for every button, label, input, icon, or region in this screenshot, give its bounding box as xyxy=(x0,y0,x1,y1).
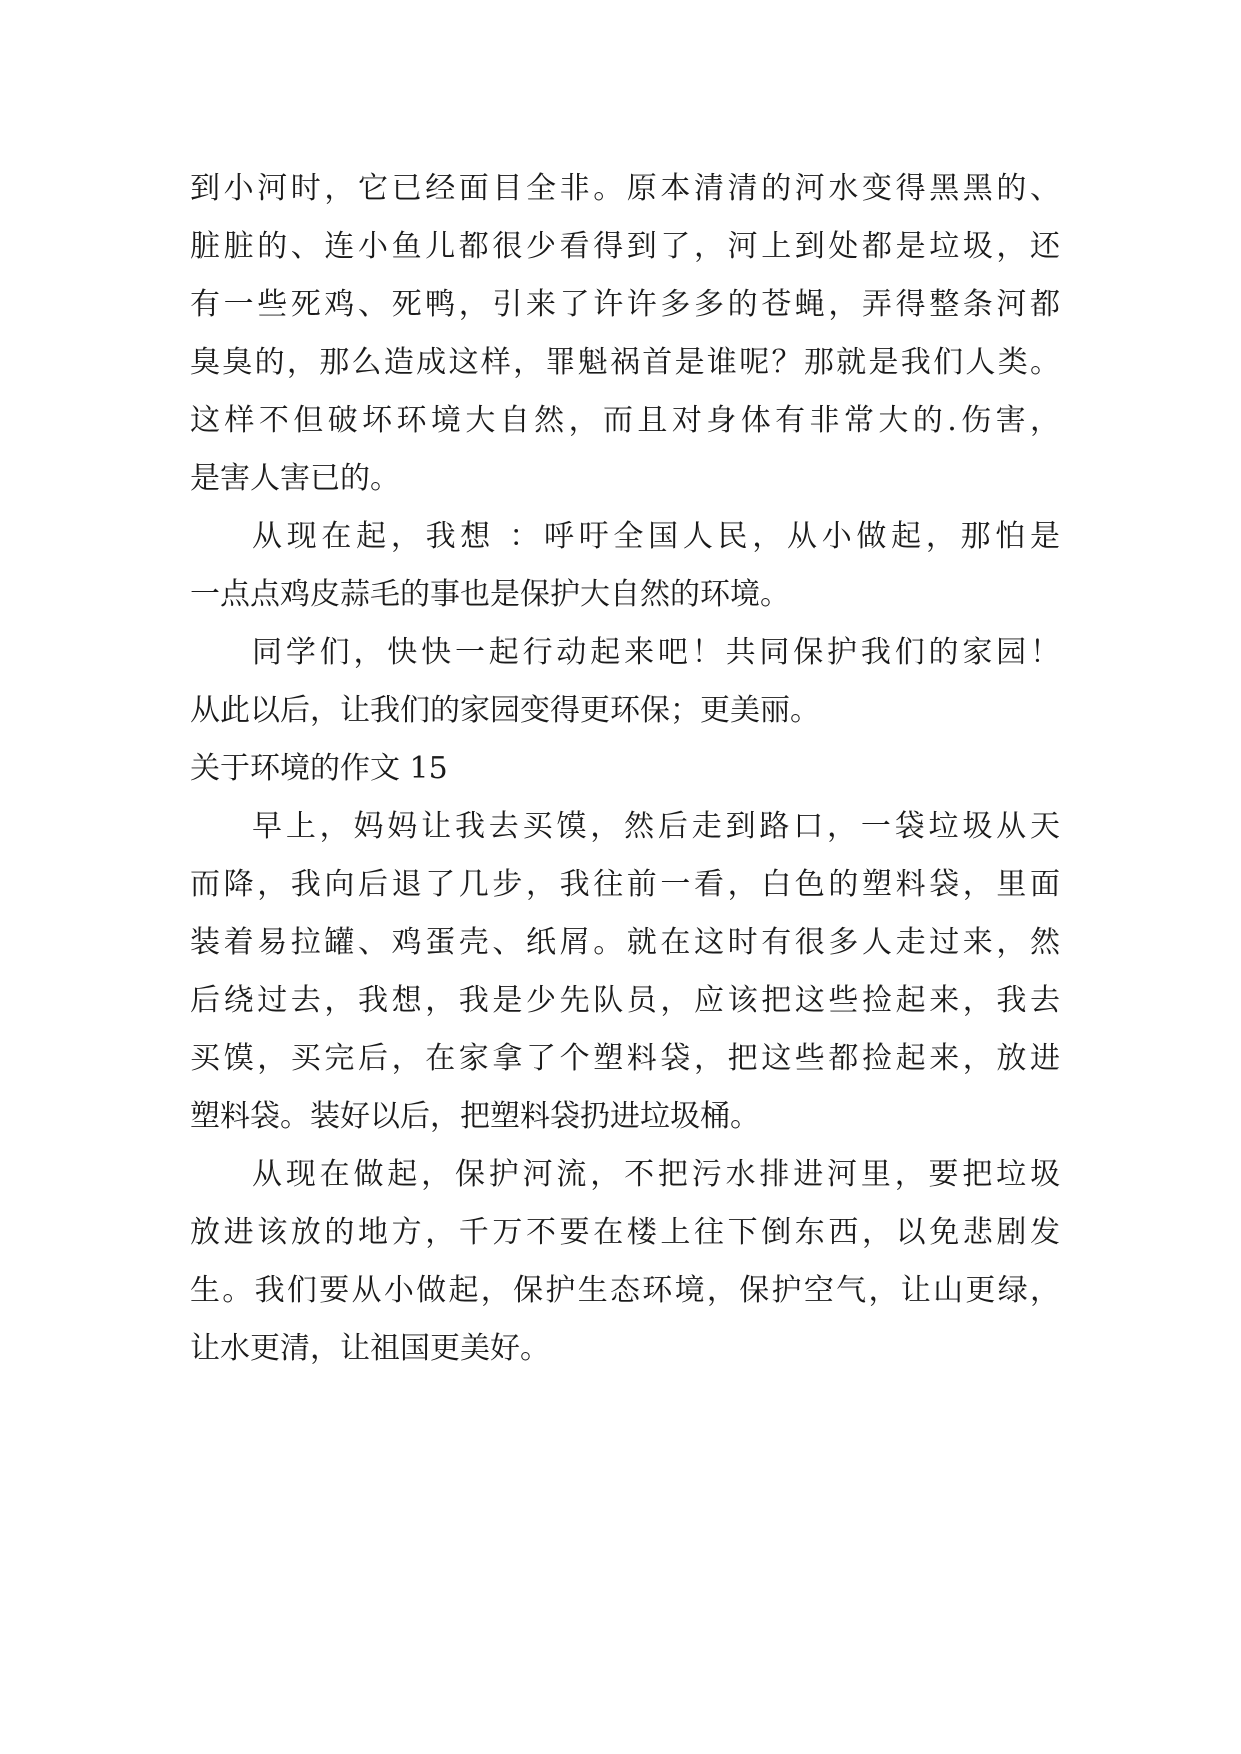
text-line: 后绕过去，我想，我是少先队员，应该把这些捡起来，我去 xyxy=(190,983,1060,1018)
text-line: 一点点鸡皮蒜毛的事也是保护大自然的环境。 xyxy=(190,577,790,612)
text-line: 让水更清，让祖国更美好。 xyxy=(190,1331,550,1366)
paragraph-first-line: 早上，妈妈让我去买馍，然后走到路口，一袋垃圾从天 xyxy=(252,809,1060,844)
text-line: 是害人害已的。 xyxy=(190,461,400,496)
text-line: 而降，我向后退了几步，我往前一看，白色的塑料袋，里面 xyxy=(190,867,1060,902)
text-line: 生。我们要从小做起，保护生态环境，保护空气，让山更绿， xyxy=(190,1273,1060,1308)
text-line: 装着易拉罐、鸡蛋壳、纸屑。就在这时有很多人走过来，然 xyxy=(190,925,1060,960)
text-line: 到小河时，它已经面目全非。原本清清的河水变得黑黑的、 xyxy=(190,171,1060,206)
text-line: 塑料袋。装好以后，把塑料袋扔进垃圾桶。 xyxy=(190,1099,760,1134)
text-line: 有一些死鸡、死鸭，引来了许许多多的苍蝇，弄得整条河都 xyxy=(190,287,1060,322)
paragraph-first-line: 从现在起，我想 ：呼吁全国人民，从小做起，那怕是 xyxy=(252,519,1060,554)
paragraph-first-line: 同学们，快快一起行动起来吧！共同保护我们的家园！ xyxy=(252,635,1060,670)
text-line: 买馍，买完后，在家拿了个塑料袋，把这些都捡起来，放进 xyxy=(190,1041,1060,1076)
paragraph-first-line: 从现在做起，保护河流，不把污水排进河里，要把垃圾 xyxy=(252,1157,1060,1192)
text-line: 脏脏的、连小鱼儿都很少看得到了，河上到处都是垃圾，还 xyxy=(190,229,1060,264)
text-line: 从此以后，让我们的家园变得更环保；更美丽。 xyxy=(190,693,820,728)
text-line: 臭臭的，那么造成这样，罪魁祸首是谁呢？那就是我们人类。 xyxy=(190,345,1060,380)
text-line: 这样不但破坏环境大自然，而且对身体有非常大的.伤害， xyxy=(190,403,1060,438)
text-line: 放进该放的地方，千万不要在楼上往下倒东西，以免悲剧发 xyxy=(190,1215,1060,1250)
section-heading: 关于环境的作文 15 xyxy=(190,751,448,786)
